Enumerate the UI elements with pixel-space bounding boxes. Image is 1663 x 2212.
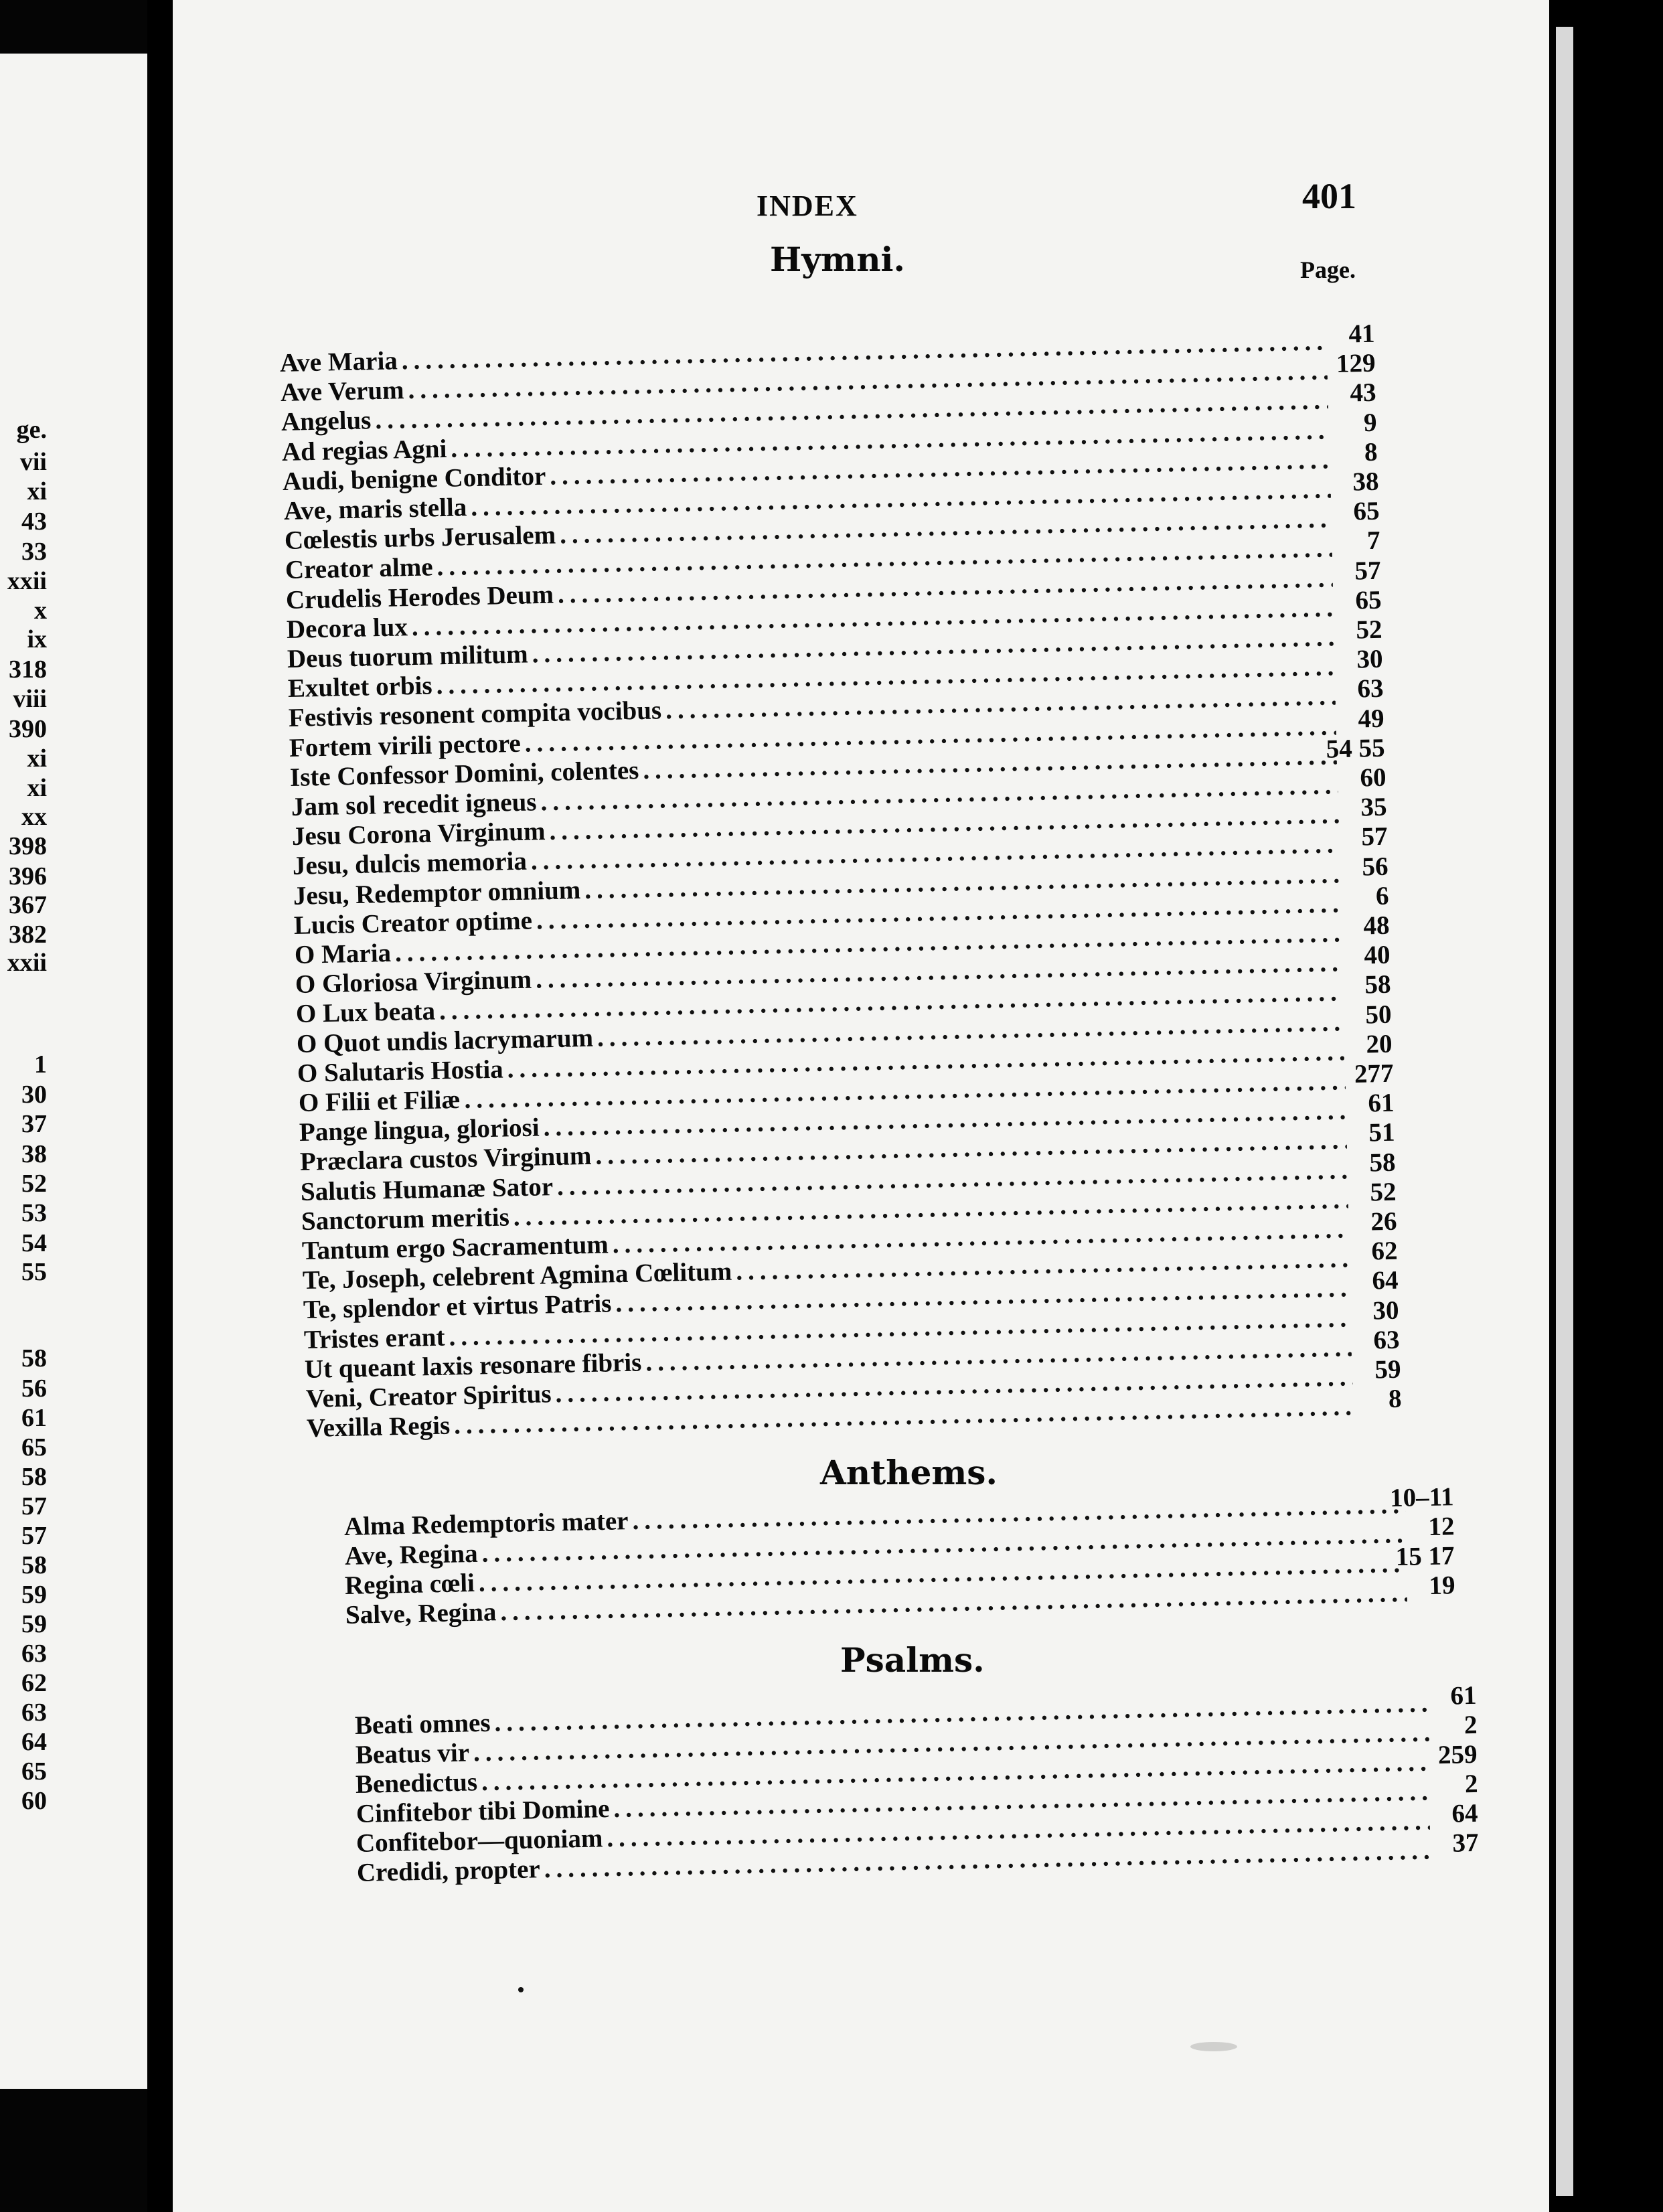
facing-page-number: 30: [21, 1081, 47, 1109]
book-gutter: [147, 0, 174, 2212]
entry-page-number: 65: [1354, 585, 1382, 615]
section-heading-hymni: Hymni.: [770, 240, 905, 279]
entry-page-number: 43: [1350, 378, 1377, 408]
entry-title: Pange lingua, gloriosi: [299, 1113, 540, 1148]
facing-page-number: 62: [21, 1669, 47, 1697]
entry-page-number: 8: [1388, 1384, 1402, 1414]
entry-page-number: 26: [1370, 1206, 1397, 1237]
entry-title: Exultet orbis: [287, 671, 433, 704]
entry-page-number: 63: [1373, 1325, 1401, 1355]
entry-page-number: 40: [1364, 940, 1391, 970]
facing-page-number: 59: [21, 1581, 47, 1609]
entry-page-number: 61: [1367, 1088, 1395, 1118]
entry-title: O Salutaris Hostia: [297, 1054, 504, 1088]
entry-title: Festivis resonent compita vocibus: [288, 696, 662, 733]
entry-title: O Lux beata: [295, 997, 436, 1029]
entry-title: Creator alme: [285, 552, 433, 585]
entry-page-number: 64: [1451, 1798, 1478, 1828]
facing-page-number: 52: [21, 1170, 47, 1198]
facing-page-number: 398: [9, 832, 47, 860]
facing-page-number: 63: [21, 1640, 47, 1668]
facing-page-number: 58: [21, 1463, 47, 1491]
entry-page-number: 7: [1366, 526, 1380, 556]
facing-page-number: 64: [21, 1728, 47, 1756]
entry-title: Ut queant laxis resonare fibris: [304, 1348, 643, 1384]
entry-title: Angelus: [281, 406, 372, 437]
entry-page-number: 38: [1352, 467, 1379, 497]
entry-page-number: 63: [1357, 674, 1384, 704]
entry-title: Jesu, dulcis memoria: [292, 847, 527, 881]
entry-title: Salve, Regina: [345, 1597, 497, 1630]
facing-page-number: 396: [9, 862, 47, 890]
facing-page-number: 58: [21, 1344, 47, 1372]
entry-title: Ave Verum: [280, 376, 405, 408]
entry-page-number: 8: [1364, 437, 1378, 467]
facing-page-number: 65: [21, 1433, 47, 1462]
entry-title: Lucis Creator optime: [293, 906, 533, 940]
entry-title: Ad regias Agni: [281, 434, 448, 467]
entry-page-number: 9: [1363, 408, 1378, 437]
page-title: INDEX: [757, 189, 858, 222]
entry-title: Vexilla Regis: [306, 1411, 451, 1443]
facing-page-number: xi: [27, 477, 47, 505]
entry-page-number: 60: [1359, 763, 1387, 793]
page-column-label: Page.: [1300, 256, 1356, 283]
facing-page-number: 61: [21, 1404, 47, 1432]
entry-title: Decora lux: [286, 613, 408, 644]
entry-page-number: 52: [1369, 1177, 1397, 1207]
entry-page-number: 20: [1366, 1029, 1393, 1059]
entry-title: Ave, maris stella: [283, 493, 467, 526]
facing-page-number: xi: [27, 744, 47, 773]
entry-title: Credidi, propter: [356, 1854, 540, 1887]
entry-page-number: 50: [1365, 1000, 1393, 1030]
facing-page-number: 53: [21, 1199, 47, 1227]
entry-page-number: 52: [1356, 615, 1382, 645]
section-heading-psalms: Psalms.: [840, 1640, 985, 1680]
entry-page-number: 6: [1375, 881, 1389, 911]
facing-page-number: 37: [21, 1110, 47, 1138]
entry-page-number: 58: [1368, 1148, 1396, 1178]
entry-page-number: 10–11: [1389, 1482, 1454, 1513]
entry-title: Deus tuorum militum: [287, 639, 529, 674]
entry-title: Ave, Regina: [344, 1538, 478, 1571]
entry-title: Cinfitebor tibi Domine: [355, 1794, 610, 1828]
entry-page-number: 259: [1437, 1739, 1478, 1770]
entry-page-number: 49: [1358, 704, 1385, 734]
entry-page-number: 57: [1354, 556, 1381, 586]
entry-page-number: 61: [1449, 1680, 1477, 1711]
entry-page-number: 64: [1372, 1266, 1399, 1295]
facing-page-number: 63: [21, 1698, 47, 1727]
facing-page-number: 58: [21, 1551, 47, 1579]
ink-speck: [518, 1987, 524, 1992]
entry-title: Tristes erant: [303, 1322, 446, 1354]
entry-page-number: 41: [1348, 319, 1375, 349]
page-edge: [1549, 0, 1663, 2212]
entry-page-number: 19: [1428, 1571, 1455, 1601]
entry-page-number: 129: [1336, 348, 1376, 379]
facing-page-number: 65: [21, 1757, 47, 1786]
entry-title: Tantum ergo Sacramentum: [301, 1230, 609, 1265]
entry-title: Regina cœli: [344, 1568, 475, 1600]
entry-title: Jesu Corona Virginum: [291, 817, 546, 852]
facing-page-number: xi: [27, 774, 47, 802]
entry-page-number: 51: [1368, 1118, 1395, 1148]
entry-title: Ave Maria: [279, 346, 398, 378]
entry-page-number: 59: [1374, 1354, 1401, 1385]
page-number: 401: [1302, 176, 1356, 216]
entry-page-number: 30: [1372, 1295, 1400, 1326]
entry-title: Beatus vir: [355, 1738, 470, 1769]
facing-page-number: 57: [21, 1492, 47, 1520]
entry-page-number: 2: [1463, 1710, 1478, 1740]
entry-page-number: 2: [1463, 1769, 1478, 1799]
entry-title: O Filii et Filiæ: [298, 1085, 461, 1117]
entry-title: Te, Joseph, celebrent Agmina Cœlitum: [302, 1257, 732, 1295]
entry-title: Præclara custos Virginum: [299, 1141, 592, 1177]
entry-page-number: 12: [1427, 1512, 1455, 1542]
facing-page-number: 390: [9, 715, 47, 743]
entry-page-number: 57: [1360, 822, 1388, 852]
facing-page-number: 318: [9, 655, 47, 684]
entry-title: Salutis Humanæ Sator: [300, 1172, 554, 1206]
facing-page-number: xxii: [7, 949, 47, 977]
facing-page-number: 43: [21, 507, 47, 536]
facing-page-fragment: [0, 54, 147, 2089]
entry-title: Te, splendor et virtus Patris: [303, 1289, 612, 1325]
facing-page-number: 55: [21, 1258, 47, 1286]
ink-speck: [1190, 2042, 1237, 2051]
entry-title: Jam sol recedit igneus: [291, 787, 537, 821]
entry-title: Cœlestis urbs Jerusalem: [284, 520, 556, 556]
entry-page-number: 65: [1352, 496, 1380, 526]
entry-title: Sanctorum meritis: [301, 1202, 510, 1236]
entry-title: Alma Redemptoris mater: [343, 1506, 629, 1541]
facing-page-number: 60: [21, 1787, 47, 1815]
entry-page-number: 277: [1354, 1058, 1394, 1089]
entry-title: Fortem virili pectore: [289, 728, 522, 763]
section-heading-anthems: Anthems.: [820, 1453, 998, 1492]
entry-title: Jesu, Redemptor omnium: [293, 875, 581, 911]
entry-page-number: 48: [1363, 911, 1390, 941]
entry-page-number: 58: [1364, 970, 1392, 1000]
entry-title: Crudelis Herodes Deum: [285, 580, 554, 615]
facing-page-number: 367: [9, 891, 47, 919]
entry-title: O Maria: [294, 938, 392, 969]
facing-page-number: 1: [34, 1050, 47, 1079]
facing-page-number: 38: [21, 1140, 47, 1168]
facing-page-number: vii: [19, 448, 47, 476]
facing-page-number: 382: [9, 921, 47, 949]
facing-page-number: 54: [21, 1229, 47, 1257]
entry-title: Iste Confessor Domini, colentes: [289, 755, 640, 792]
entry-page-number: 56: [1361, 852, 1389, 882]
facing-page-number: 56: [21, 1374, 47, 1403]
facing-page-number: xxii: [7, 567, 47, 595]
facing-page-number: x: [34, 597, 47, 625]
entry-title: Beati omnes: [354, 1708, 491, 1740]
edge-strip: [1556, 27, 1573, 2196]
entry-page-number: 54 55: [1326, 733, 1386, 764]
facing-page-number: 59: [21, 1610, 47, 1638]
entry-page-number: 35: [1360, 792, 1387, 822]
entry-title: O Quot undis lacrymarum: [296, 1023, 594, 1058]
entry-title: Confitebor—quoniam: [355, 1824, 603, 1858]
index-page: [173, 0, 1549, 2212]
entry-title: Benedictus: [355, 1767, 478, 1799]
entry-title: Audi, benigne Conditor: [282, 461, 547, 496]
entry-page-number: 15 17: [1395, 1541, 1455, 1572]
facing-page-number: 57: [21, 1522, 47, 1550]
entry-page-number: 37: [1451, 1828, 1479, 1858]
facing-page-number: ix: [27, 625, 47, 653]
facing-page-number: xx: [21, 803, 47, 831]
facing-page-number: ge.: [16, 416, 47, 444]
entry-title: O Gloriosa Virginum: [295, 965, 532, 1000]
entry-page-number: 62: [1371, 1236, 1398, 1266]
facing-page-number: 33: [21, 538, 47, 566]
facing-page-number: viii: [13, 685, 47, 713]
entry-page-number: 30: [1356, 644, 1383, 674]
entry-title: Veni, Creator Spiritus: [305, 1379, 552, 1413]
